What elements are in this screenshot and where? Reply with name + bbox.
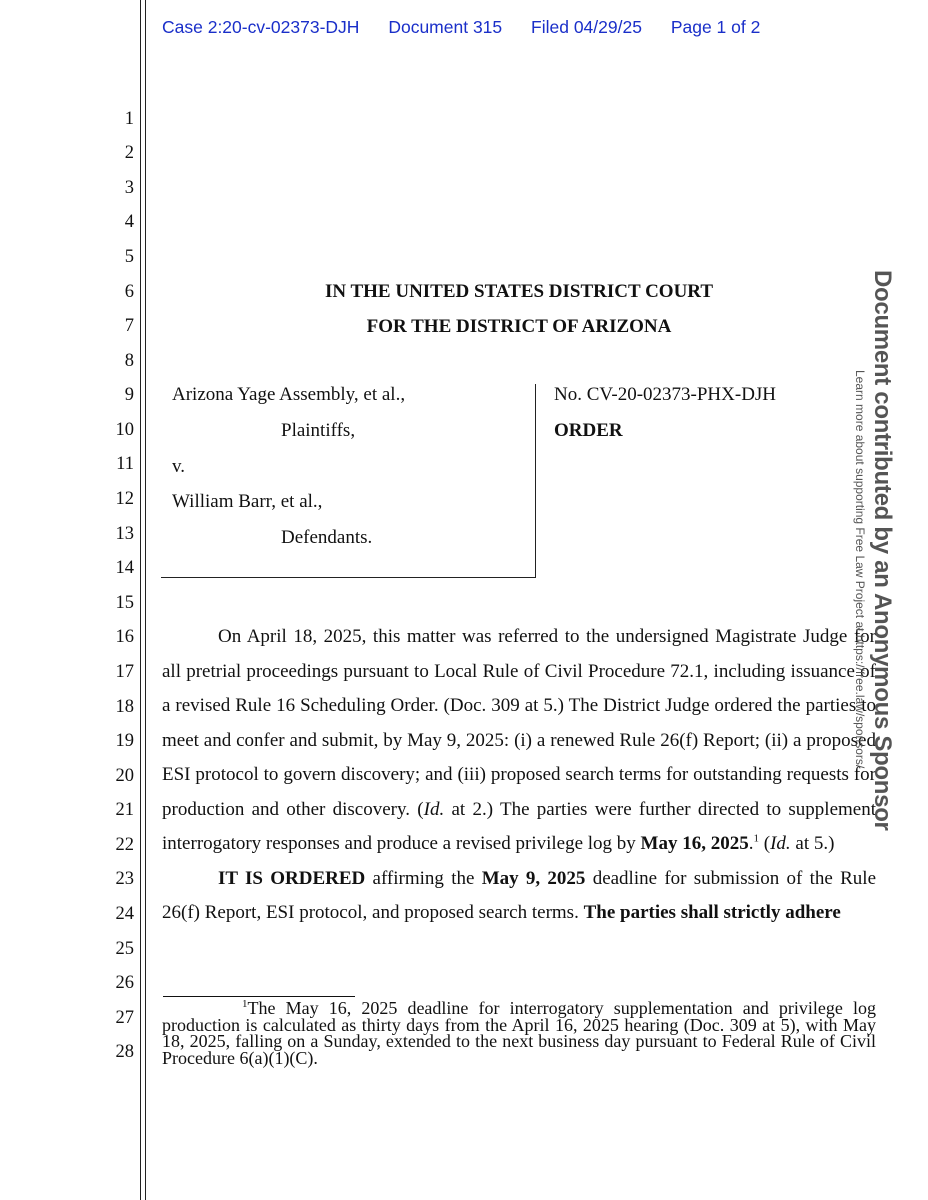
footnote-mark: 1 [242, 998, 248, 1010]
sponsor-watermark: Document contributed by an Anonymous Sponsor [869, 270, 896, 831]
plaintiff-name: Arizona Yage Assembly, et al., [172, 384, 406, 405]
filing-header [162, 17, 784, 38]
line-number: 10 [115, 420, 134, 440]
line-number: 7 [124, 316, 134, 336]
line-number: 16 [115, 627, 134, 647]
order-body [162, 620, 876, 931]
line-number: 20 [115, 766, 134, 786]
footnote-separator [163, 996, 355, 997]
line-number: 21 [115, 800, 134, 820]
caption-underline [161, 577, 536, 578]
plaintiff-role: Plaintiffs, [281, 420, 356, 441]
line-number: 22 [115, 835, 134, 855]
case-number: Case 2:20-cv-02373-DJH [162, 17, 360, 37]
line-number: 3 [124, 178, 134, 198]
line-number: 27 [115, 1008, 134, 1028]
line-number: 25 [115, 939, 134, 959]
footnote-reference[interactable]: 1 [753, 832, 759, 845]
line-number: 15 [115, 593, 134, 613]
line-number: 17 [115, 662, 134, 682]
defendant-role: Defendants. [281, 527, 373, 548]
line-number: 28 [115, 1042, 134, 1062]
court-district: FOR THE DISTRICT OF ARIZONA [366, 316, 672, 337]
line-number: 19 [115, 731, 134, 751]
line-number: 5 [124, 247, 134, 267]
paragraph-background: On April 18, 2025, this matter was referred to the undersigned Magistrate Judge for all pretrial proceedings pursuant to Local Rule of Civil Procedure 72.1, including issuance of a revised Rule 16 Scheduling Order. (Doc. 309 at 5.) The District Judge ordered the parties to meet and confer and submit, by May 9, 2025: (i) a renewed Rule 26(f) Report; (ii) a proposed ESI protocol to govern discovery; and (iii) proposed search terms for outstanding requests for production and other discovery. (Id. at 2.) The parties were further directed to supplement interrogatory responses and produce a revised privilege log by May 16, 2025.$^1$ (Id. at 5.) [162, 626, 876, 854]
docket-number: No. CV-20-02373-PHX-DJH [554, 384, 777, 405]
line-number: 11 [116, 454, 134, 474]
line-number: 23 [115, 869, 134, 889]
line-number: 1 [124, 109, 134, 129]
line-number: 13 [115, 524, 134, 544]
paragraph-order: IT IS ORDERED affirming the May 9, 2025 deadline for submission of the Rule 26(f) Report, ESI protocol, and proposed search terms. The parties shall strictly adhere [162, 867, 876, 923]
versus: v. [172, 456, 186, 477]
document-title: ORDER [554, 420, 623, 441]
line-number: 2 [124, 143, 134, 163]
page-indicator: Page 1 of 2 [670, 17, 761, 37]
left-margin-rule-inner [145, 0, 146, 1200]
left-margin-rule [140, 0, 141, 1200]
line-number: 8 [124, 351, 134, 371]
sponsor-link[interactable]: Learn more about supporting Free Law Project at https://free.law/sponsors/ [853, 370, 867, 769]
court-name: IN THE UNITED STATES DISTRICT COURT [324, 281, 714, 302]
line-number: 14 [115, 558, 134, 578]
footnote: $^1$The May 16, 2025 deadline for interrogatory supplementation and privilege log production is calculated as thirty days from the April 16, 2025 hearing (Doc. 309 at 5), with May 18, 2025, falling on a Sunday, extended to the next business day pursuant to Federal Rule of Civil Procedure 6(a)(1)(C). [162, 998, 876, 1068]
line-number: 26 [115, 973, 134, 993]
caption-divider [535, 384, 536, 578]
line-number: 6 [124, 282, 134, 302]
filed-date: Filed 04/29/25 [531, 17, 642, 37]
line-number: 9 [124, 385, 134, 405]
line-number: 4 [124, 212, 134, 232]
line-number: 18 [115, 697, 134, 717]
document-number: Document 315 [388, 17, 503, 37]
line-number: 12 [115, 489, 134, 509]
defendant-name: William Barr, et al., [172, 491, 323, 512]
line-number: 24 [115, 904, 134, 924]
